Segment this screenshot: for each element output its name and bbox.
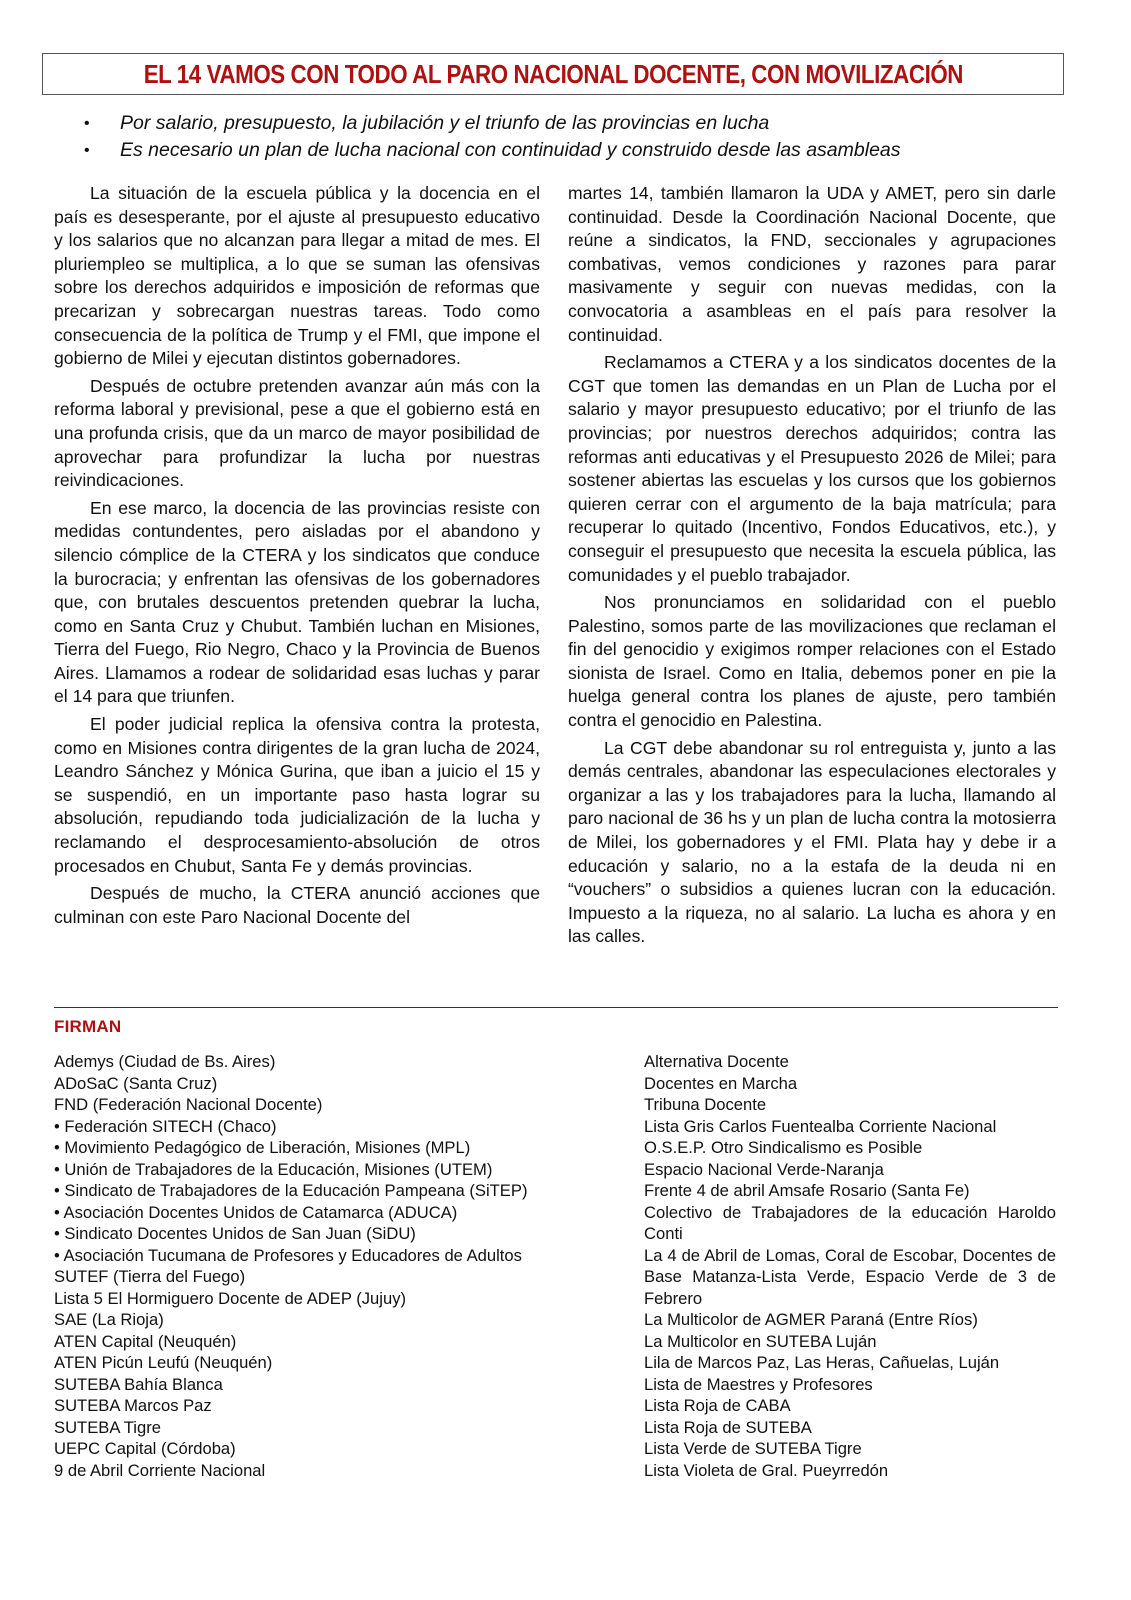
signatory-item: • Unión de Trabajadores de la Educación, Misiones (UTEM) <box>54 1159 493 1179</box>
signatory-item: Lista 5 El Hormiguero Docente de ADEP (Jujuy) <box>54 1288 407 1308</box>
signatory-item: SAE (La Rioja) <box>54 1310 164 1329</box>
signatory-item: SUTEBA Bahía Blanca <box>54 1374 223 1394</box>
subheadline-item <box>84 110 901 137</box>
signatory-item: • Asociación Docentes Unidos de Catamarca (ADUCA) <box>54 1202 458 1222</box>
signatory-item: SUTEBA Marcos Paz <box>54 1396 212 1415</box>
section-divider <box>54 1007 1058 1008</box>
signatory-item: Lila de Marcos Paz, Las Heras, Cañuelas, Luján <box>644 1353 1000 1372</box>
signatory-item: • Sindicato de Trabajadores de la Educación Pampeana (SiTEP) <box>54 1181 528 1200</box>
signatory-item: Espacio Nacional Verde-Naranja <box>644 1159 884 1179</box>
headline-box <box>42 53 1064 95</box>
signatory-item: La Multicolor en SUTEBA Luján <box>644 1331 877 1351</box>
signatory-item: FND (Federación Nacional Docente) <box>54 1095 323 1114</box>
signatory-item: 9 de Abril Corriente Nacional <box>54 1460 266 1480</box>
headline-title: EL 14 VAMOS CON TODO AL PARO NACIONAL DOCENTE, CON MOVILIZACIÓN <box>143 58 963 89</box>
signatory-item: La Multicolor de AGMER Paraná (Entre Ríos) <box>644 1310 978 1329</box>
signatory-item: La 4 de Abril de Lomas, Coral de Escobar, Docentes de Base Matanza-Lista Verde, Espacio Verde de 3 de Febrero <box>644 1245 1056 1308</box>
signatory-item: • Movimiento Pedagógico de Liberación, Misiones (MPL) <box>54 1138 471 1157</box>
signatory-item: ATEN Capital (Neuquén) <box>54 1331 237 1351</box>
signatory-item: Tribuna Docente <box>644 1095 767 1114</box>
signatory-item: • Federación SITECH (Chaco) <box>54 1116 277 1136</box>
signatory-item: Lista Roja de CABA <box>644 1396 791 1415</box>
subheadline-text: Por salario, presupuesto, la jubilación y el triunfo de las provincias en lucha <box>120 112 770 134</box>
signatory-item: ADoSaC (Santa Cruz) <box>54 1073 218 1093</box>
signatory-item: Lista Gris Carlos Fuentealba Corriente Nacional <box>644 1116 997 1136</box>
signatory-item: Alternativa Docente <box>644 1052 789 1071</box>
article-paragraph: Nos pronunciamos en solidaridad con el pueblo Palestino, somos parte de las movilizaciones que reclaman el fin del genocidio y exigimos romper relaciones con el Estado sionista de Israel. Como en Italia, debemos poner en pie la huelga general contra los planes de ajuste, pero también contra el genocidio en Palestina. <box>568 592 1056 731</box>
signatory-item: Frente 4 de abril Amsafe Rosario (Santa Fe) <box>644 1181 970 1200</box>
signatory-item: Lista Verde de SUTEBA Tigre <box>644 1439 862 1458</box>
signatories-list-left <box>54 1051 614 1481</box>
signatory-item: SUTEBA Tigre <box>54 1417 161 1437</box>
subheadline-list <box>84 110 901 164</box>
article-paragraph: Después de octubre pretenden avanzar aún más con la reforma laboral y previsional, pese a que el gobierno está en una profunda crisis, que da un marco de mayor posibilidad de aprovechar para profundizar la lucha por nuestras reivindicaciones. <box>54 375 540 491</box>
article-paragraph: El poder judicial replica la ofensiva contra la protesta, como en Misiones contra dirigentes de la gran lucha de 2024, Leandro Sánchez y Mónica Gurina, que iban a juicio el 15 y se suspendió, en un importante paso hasta lograr su absolución, repudiando toda judicialización de la lucha y reclamando el desprocesamiento-absolución de otros procesados en Chubut, Santa Fe y demás provincias. <box>54 714 540 876</box>
signatories-heading: FIRMAN <box>54 1017 122 1036</box>
signatory-item: Docentes en Marcha <box>644 1073 798 1093</box>
article-paragraph: Reclamamos a CTERA y a los sindicatos docentes de la CGT que tomen las demandas en un Plan de Lucha por el salario y mayor presupuesto educativo; por el triunfo de las provincias; por nuestros derechos adquiridos; contra las reformas anti educativas y el Presupuesto 2026 de Milei; para sostener abiertas las escuelas y los cursos que los gobiernos quieren cerrar con el argumento de la baja matrícula; para recuperar lo quitado (Incentivo, Fondos Educativos, etc.), y conseguir el presupuesto que necesita la escuela pública, las comunidades y el pueblo trabajador. <box>568 352 1056 585</box>
signatory-item: SUTEF (Tierra del Fuego) <box>54 1267 246 1286</box>
signatory-item: O.S.E.P. Otro Sindicalismo es Posible <box>644 1138 923 1157</box>
signatory-item: Colectivo de Trabajadores de la educación Haroldo Conti <box>644 1202 1056 1243</box>
signatory-item: Lista de Maestres y Profesores <box>644 1374 873 1394</box>
signatory-item: UEPC Capital (Córdoba) <box>54 1439 236 1458</box>
article-column-right <box>568 182 1056 953</box>
subheadline-text: Es necesario un plan de lucha nacional con continuidad y construido desde las asambleas <box>120 139 901 161</box>
signatory-item: Ademys (Ciudad de Bs. Aires) <box>54 1052 276 1071</box>
signatory-item: ATEN Picún Leufú (Neuquén) <box>54 1353 273 1372</box>
subheadline-item <box>84 137 901 164</box>
article-paragraph: En ese marco, la docencia de las provincias resiste con medidas contundentes, pero aisladas por el abandono y silencio cómplice de la CTERA y los sindicatos que conduce la burocracia; y enfrentan las ofensivas de los gobernadores que, con brutales descuentos pretenden quebrar la lucha, como en Santa Cruz y Chubut. También luchan en Misiones, Tierra del Fuego, Rio Negro, Chaco y la Provincia de Buenos Aires. Llamamos a rodear de solidaridad esas luchas y parar el 14 para que triunfen. <box>54 497 540 707</box>
signatory-item: Lista Violeta de Gral. Pueyrredón <box>644 1460 889 1480</box>
signatory-item: • Sindicato Docentes Unidos de San Juan (SiDU) <box>54 1224 416 1243</box>
article-paragraph-continuation: martes 14, también llamaron la UDA y AMET, pero sin darle continuidad. Desde la Coordinación Nacional Docente, que reúne a sindicatos, la FND, seccionales y agrupaciones combativas, vemos condiciones y razones para parar masivamente y seguir con nuevas medidas, con la convocatoria a asambleas en el país para resolver la continuidad. <box>568 183 1056 345</box>
bullet-icon: • <box>84 142 90 159</box>
signatory-item: • Asociación Tucumana de Profesores y Educadores de Adultos <box>54 1245 522 1265</box>
article-paragraph: La CGT debe abandonar su rol entreguista y, junto a las demás centrales, abandonar las especulaciones electorales y organizar a las y los trabajadores para la lucha, llamando al paro nacional de 36 hs y un plan de lucha contra la motosierra de Milei, los gobernadores y el FMI. Plata hay y debe ir a educación y salario, no a la estafa de la deuda ni en “vouchers” o subsidios a quienes lucran con la educación. Impuesto a la riqueza, no al salario. La lucha es ahora y en las calles. <box>568 737 1056 947</box>
article-column-left <box>54 182 540 933</box>
signatory-item: Lista Roja de SUTEBA <box>644 1417 812 1437</box>
signatories-list-right <box>644 1051 1056 1481</box>
bullet-icon: • <box>84 115 90 132</box>
article-paragraph: La situación de la escuela pública y la docencia en el país es desesperante, por el ajuste al presupuesto educativo y los salarios que no alcanzan para llegar a mitad de mes. El pluriempleo se multiplica, a lo que se suman las ofensivas sobre los derechos adquiridos e imposición de reformas que precarizan y sobrecargan nuestras tareas. Todo como consecuencia de la política de Trump y el FMI, que impone el gobierno de Milei y ejecutan distintos gobernadores. <box>54 183 540 369</box>
article-paragraph: Después de mucho, la CTERA anunció acciones que culminan con este Paro Nacional Docente del <box>54 883 540 927</box>
